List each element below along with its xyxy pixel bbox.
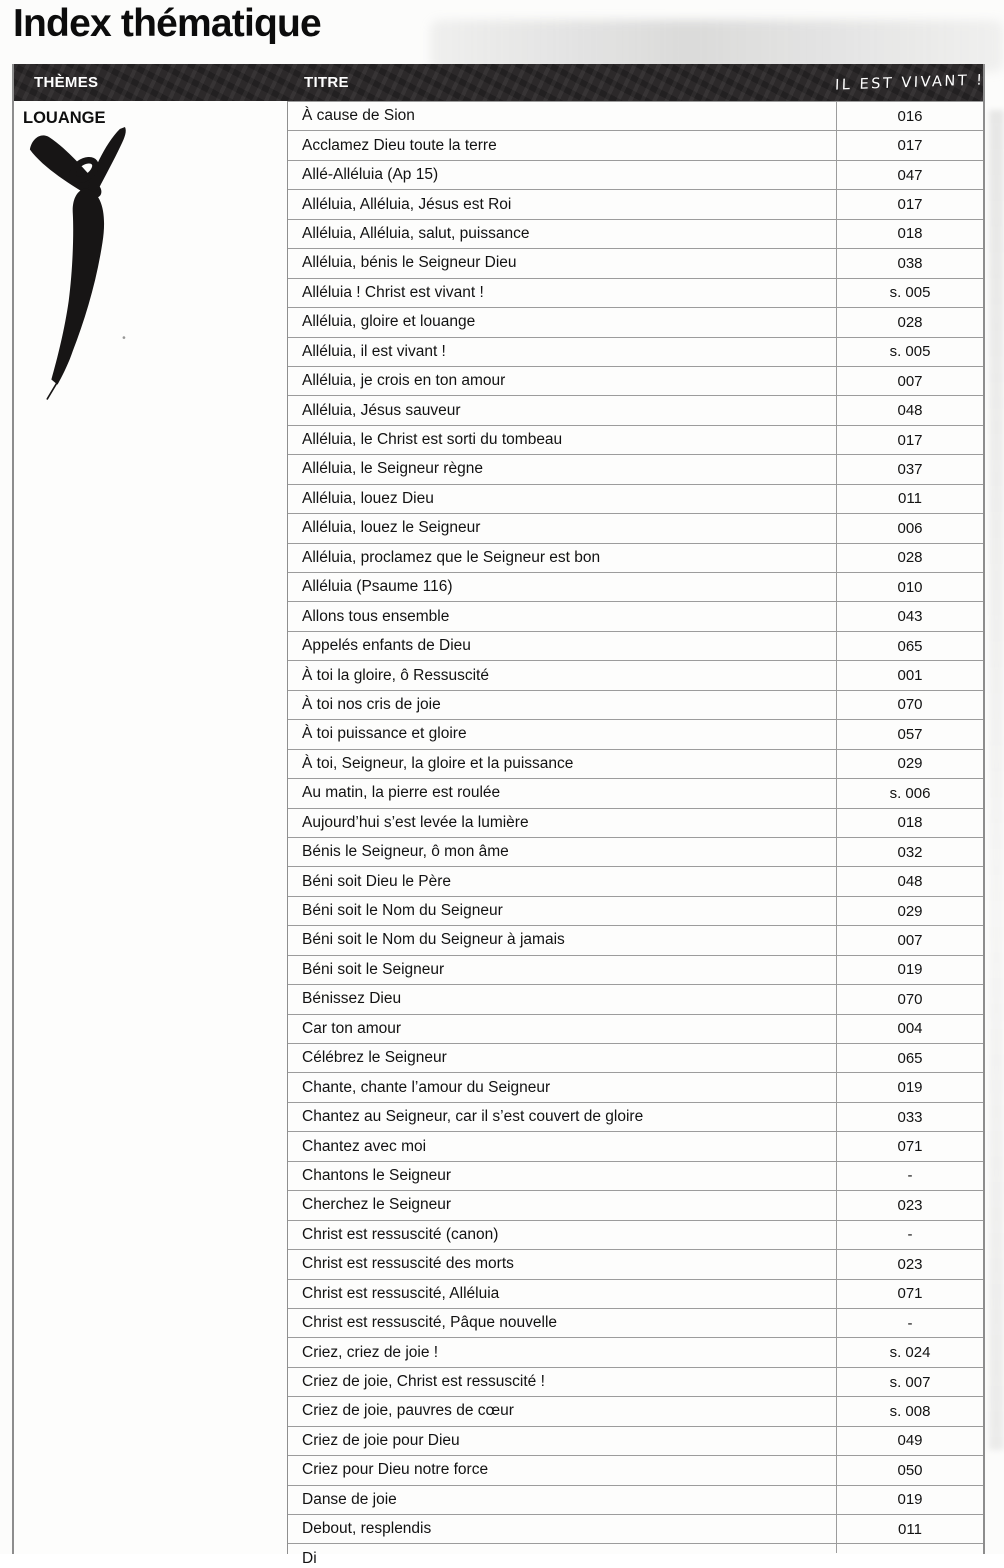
- song-number-cell: 010: [897, 578, 923, 596]
- table-row: [288, 189, 983, 218]
- song-number-cell: 007: [897, 372, 923, 390]
- song-number-cell: 004: [897, 1020, 923, 1038]
- table-row: [288, 1043, 983, 1072]
- song-number-cell: 011: [898, 490, 922, 508]
- song-title-cell: Allé-Alléluia (Ap 15): [288, 161, 837, 189]
- song-number-cell: 050: [897, 1461, 923, 1479]
- song-title-cell: Alléluia, je crois en ton amour: [288, 367, 837, 395]
- table-row: [288, 984, 983, 1013]
- song-number-cell: 043: [897, 608, 923, 626]
- table-row: [288, 307, 983, 336]
- table-row: [288, 513, 983, 542]
- song-number-cell: 023: [897, 1255, 923, 1273]
- song-number-cell: 006: [897, 519, 923, 537]
- table-row: [288, 690, 983, 719]
- song-number-cell: 029: [897, 755, 923, 773]
- table-row: [288, 160, 983, 189]
- song-number-cell: 038: [897, 254, 923, 272]
- song-title-cell: Aujourd’hui s’est levée la lumière: [288, 809, 837, 837]
- table-row: [288, 1396, 983, 1425]
- song-rows: [288, 101, 983, 1568]
- song-title-cell: Christ est ressuscité, Pâque nouvelle: [288, 1309, 837, 1337]
- song-number-cell: 033: [897, 1108, 923, 1126]
- song-title-cell: Béni soit le Seigneur: [288, 956, 837, 984]
- song-title-cell: Béni soit le Nom du Seigneur à jamais: [288, 926, 837, 954]
- table-row: [288, 1308, 983, 1337]
- song-number-cell: -: [907, 1226, 913, 1244]
- table-row: [288, 1514, 983, 1543]
- song-number-cell: 019: [897, 961, 923, 979]
- song-title-cell: Acclamez Dieu toute la terre: [288, 131, 837, 159]
- table-row: [288, 1072, 983, 1101]
- table-row: [288, 1161, 983, 1190]
- song-number-cell: s. 005: [889, 284, 931, 302]
- col-header-titre: TITRE: [304, 74, 349, 91]
- table-row: [288, 395, 983, 424]
- song-number-cell: 028: [897, 313, 923, 331]
- song-title-cell: À toi, Seigneur, la gloire et la puissance: [288, 750, 837, 778]
- table-row: [288, 719, 983, 748]
- table-header-row: [14, 64, 983, 101]
- table-row: [288, 248, 983, 277]
- song-title-cell: Béni soit Dieu le Père: [288, 867, 837, 895]
- song-number-cell: 048: [897, 873, 923, 891]
- song-number-cell: 017: [897, 431, 923, 449]
- song-title-cell: Alléluia, bénis le Seigneur Dieu: [288, 249, 837, 277]
- song-number-cell: [837, 1544, 983, 1553]
- table-row: [288, 366, 983, 395]
- song-number-cell: 019: [897, 1079, 923, 1097]
- table-row: [288, 660, 983, 689]
- song-number-cell: s. 006: [889, 784, 931, 802]
- song-title-cell: Allons tous ensemble: [288, 602, 837, 630]
- table-row: [288, 572, 983, 601]
- song-title-cell: Criez de joie, pauvres de cœur: [288, 1397, 837, 1425]
- theme-cell: [14, 101, 288, 1554]
- table-row: [288, 749, 983, 778]
- song-title-cell: Chante, chante l’amour du Seigneur: [288, 1073, 837, 1101]
- song-title-cell: Danse de joie: [288, 1486, 837, 1514]
- table-row: [288, 631, 983, 660]
- song-title-cell: Au matin, la pierre est roulée: [288, 779, 837, 807]
- song-number-cell: 023: [897, 1196, 923, 1214]
- song-title-cell: Bénissez Dieu: [288, 985, 837, 1013]
- song-number-cell: 065: [897, 637, 923, 655]
- song-title-cell: Alléluia, louez le Seigneur: [288, 514, 837, 542]
- table-row: [288, 1190, 983, 1219]
- song-title-cell: Criez pour Dieu notre force: [288, 1456, 837, 1484]
- table-row: [288, 484, 983, 513]
- table-row-partial: [288, 1543, 983, 1568]
- song-number-cell: 070: [897, 990, 923, 1008]
- table-row: [288, 896, 983, 925]
- song-number-cell: 028: [897, 549, 923, 567]
- song-title-cell: Criez de joie, Christ est ressuscité !: [288, 1368, 837, 1396]
- table-row: [288, 278, 983, 307]
- song-number-cell: 070: [897, 696, 923, 714]
- song-title-cell: Criez de joie pour Dieu: [288, 1427, 837, 1455]
- table-row: [288, 101, 983, 130]
- table-row: [288, 1102, 983, 1131]
- song-title-cell: Alléluia (Psaume 116): [288, 573, 837, 601]
- table-row: [288, 778, 983, 807]
- song-number-cell: 037: [897, 460, 923, 478]
- song-title-cell: Car ton amour: [288, 1015, 837, 1043]
- song-title-cell: Alléluia, Alléluia, Jésus est Roi: [288, 190, 837, 218]
- table-row: [288, 955, 983, 984]
- table-row: [288, 130, 983, 159]
- song-title-cell: Appelés enfants de Dieu: [288, 632, 837, 660]
- song-title-cell: Bénis le Seigneur, ô mon âme: [288, 838, 837, 866]
- song-number-cell: 016: [897, 107, 923, 125]
- song-title-cell: Chantez avec moi: [288, 1132, 837, 1160]
- col-header-themes: THÈMES: [34, 74, 99, 91]
- song-title-cell: Alléluia, gloire et louange: [288, 308, 837, 336]
- song-title-cell: À toi nos cris de joie: [288, 691, 837, 719]
- table-row: [288, 601, 983, 630]
- song-title-cell: Alléluia ! Christ est vivant !: [288, 279, 837, 307]
- song-title-cell: Christ est ressuscité (canon): [288, 1221, 837, 1249]
- page-title: Index thématique: [13, 2, 321, 45]
- table-row: [288, 425, 983, 454]
- table-row: [288, 1220, 983, 1249]
- song-title-cell: Chantons le Seigneur: [288, 1162, 837, 1190]
- song-title-cell: Criez, criez de joie !: [288, 1338, 837, 1366]
- song-number-cell: 047: [897, 166, 923, 184]
- praising-figure-icon: [28, 127, 134, 403]
- table-row: [288, 1279, 983, 1308]
- table-body: [14, 101, 983, 1568]
- song-title-cell: Alléluia, il est vivant !: [288, 338, 837, 366]
- table-row: [288, 219, 983, 248]
- song-number-cell: 007: [897, 931, 923, 949]
- songbook-handwritten-label: IL EST VIVANT !: [834, 71, 985, 94]
- table-row: [288, 1426, 983, 1455]
- table-row: [288, 337, 983, 366]
- table-row: [288, 543, 983, 572]
- song-number-cell: 071: [897, 1285, 923, 1303]
- song-number-cell: 049: [897, 1432, 923, 1450]
- song-title-cell: Di: [288, 1544, 837, 1553]
- song-title-cell: À cause de Sion: [288, 102, 837, 130]
- table-row: [288, 1249, 983, 1278]
- song-title-cell: Cherchez le Seigneur: [288, 1191, 837, 1219]
- song-number-cell: 017: [897, 196, 923, 214]
- song-number-cell: s. 008: [889, 1402, 931, 1420]
- table-row: [288, 1455, 983, 1484]
- song-number-cell: 018: [897, 225, 923, 243]
- song-number-cell: s. 007: [889, 1373, 931, 1391]
- table-row: [288, 808, 983, 837]
- song-number-cell: 065: [897, 1049, 923, 1067]
- table-row: [288, 1131, 983, 1160]
- song-number-cell: 001: [897, 667, 923, 685]
- table-row: [288, 1485, 983, 1514]
- song-title-cell: Alléluia, louez Dieu: [288, 485, 837, 513]
- song-number-cell: -: [907, 1167, 913, 1185]
- index-table: [12, 64, 985, 1568]
- song-title-cell: Béni soit le Nom du Seigneur: [288, 897, 837, 925]
- theme-label: LOUANGE: [23, 109, 106, 127]
- table-row: [288, 1337, 983, 1366]
- table-row: [288, 1014, 983, 1043]
- song-title-cell: Alléluia, Alléluia, salut, puissance: [288, 220, 837, 248]
- table-row: [288, 866, 983, 895]
- song-title-cell: Christ est ressuscité, Alléluia: [288, 1280, 837, 1308]
- song-title-cell: Christ est ressuscité des morts: [288, 1250, 837, 1278]
- song-number-cell: 029: [897, 902, 923, 920]
- song-number-cell: 019: [897, 1491, 923, 1509]
- table-row: [288, 925, 983, 954]
- song-number-cell: 011: [898, 1520, 922, 1538]
- song-title-cell: Alléluia, le Christ est sorti du tombeau: [288, 426, 837, 454]
- scan-smudge-right: [989, 110, 1004, 1450]
- song-number-cell: s. 005: [889, 343, 931, 361]
- song-title-cell: Célébrez le Seigneur: [288, 1044, 837, 1072]
- song-number-cell: 048: [897, 402, 923, 420]
- table-row: [288, 454, 983, 483]
- song-title-cell: Alléluia, le Seigneur règne: [288, 455, 837, 483]
- song-number-cell: s. 024: [889, 1344, 931, 1362]
- song-title-cell: Alléluia, Jésus sauveur: [288, 396, 837, 424]
- col-header-songbook: [836, 64, 983, 101]
- song-title-cell: Alléluia, proclamez que le Seigneur est bon: [288, 544, 837, 572]
- table-row: [288, 837, 983, 866]
- song-title-cell: À toi puissance et gloire: [288, 720, 837, 748]
- song-number-cell: 032: [897, 843, 923, 861]
- song-title-cell: Debout, resplendis: [288, 1515, 837, 1543]
- song-number-cell: 018: [897, 814, 923, 832]
- song-title-cell: À toi la gloire, ô Ressuscité: [288, 661, 837, 689]
- song-number-cell: 071: [897, 1138, 923, 1156]
- song-title-cell: Chantez au Seigneur, car il s’est couvert de gloire: [288, 1103, 837, 1131]
- table-row: [288, 1367, 983, 1396]
- song-number-cell: 057: [897, 725, 923, 743]
- song-number-cell: 017: [897, 137, 923, 155]
- song-number-cell: -: [907, 1314, 913, 1332]
